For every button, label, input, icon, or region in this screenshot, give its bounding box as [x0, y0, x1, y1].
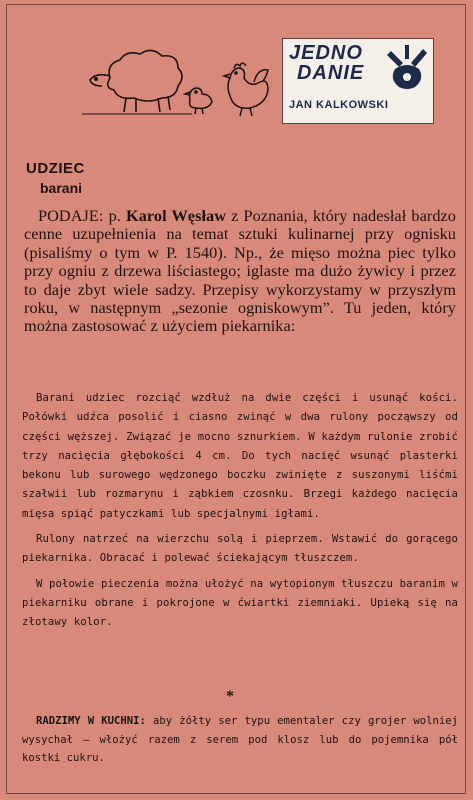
column-title-line-2: DANIE	[297, 62, 365, 84]
column-title	[289, 43, 379, 83]
kitchen-tip-lead: RADZIMY W KUCHNI:	[36, 715, 146, 727]
chick-icon	[185, 88, 212, 114]
recipe-paragraph-3: W połowie pieczenia można ułożyć na wytopionym tłuszczu baranim w piekarniku obrane i pokrojone w ćwiartki ziemniaki. Upieką się na złotawy kolor.	[22, 577, 458, 629]
recipe-heading: UDZIEC	[26, 160, 85, 177]
intro-lead: PODAJE: p.	[38, 206, 126, 225]
recipe-paragraph-1: Barani udziec rozciąć wzdłuż na dwie części i usunąć kości. Połówki udźca posolić i ciasno zwinąć w dwa rulony począwszy od części węższej. Związać je mocno sznurkiem. W każdym rulonie zrobić trzy nacięcia głębokości 4 cm. Do tych nacięć wsunąć plasterki bekonu lub surowego wędzonego boczku zwinięte z suszonymi liśćmi szałwii lub rozmarynu i ząbkiem czosnku. Brzegi każdego nacięcia mięsa spiąć patyczkami lub specjalnymi igłami.	[22, 392, 458, 520]
sheep-icon	[82, 50, 192, 114]
kitchen-tip-body: aby żółty ser typu ementaler czy grojer wolniej wysychał — włożyć razem z serem pod klosz lub do pojemnika pół kostki cukru.	[22, 715, 458, 764]
contributor-name: Karol Węsław	[126, 206, 227, 225]
column-title-line-1: JEDNO	[289, 42, 363, 64]
kitchen-tip	[22, 712, 458, 768]
column-badge	[282, 38, 434, 124]
recipe-body	[22, 389, 458, 639]
dish-icon	[385, 43, 429, 93]
farm-animals-illustration	[82, 38, 272, 120]
section-separator: *	[226, 688, 234, 705]
intro-paragraph	[24, 207, 456, 336]
column-author: JAN KALKOWSKI	[289, 99, 389, 111]
intro-body: z Poznania, który nadesłał bardzo cenne uzupełnienia na temat sztuki kulinarnej przy ognisku (pisaliśmy o tym w P. 1540). Np., że mięso można piec tylko przy ogniu z drzewa liściastego; iglaste ma dużo żywicy i przez to daje zbyt wiele sadzy. Przepisy wykorzystamy w przyszłym roku, w następnym „sezonie ogniskowym”. Tu jeden, który można zastosować z użyciem piekarnika:	[24, 206, 456, 336]
rooster-icon	[224, 63, 268, 116]
recipe-paragraph-2: Rulony natrzeć na wierzchu solą i pieprzem. Wstawić do gorącego piekarnika. Obracać i polewać ściekającym tłuszczem.	[22, 533, 458, 565]
recipe-subheading: barani	[40, 180, 83, 196]
